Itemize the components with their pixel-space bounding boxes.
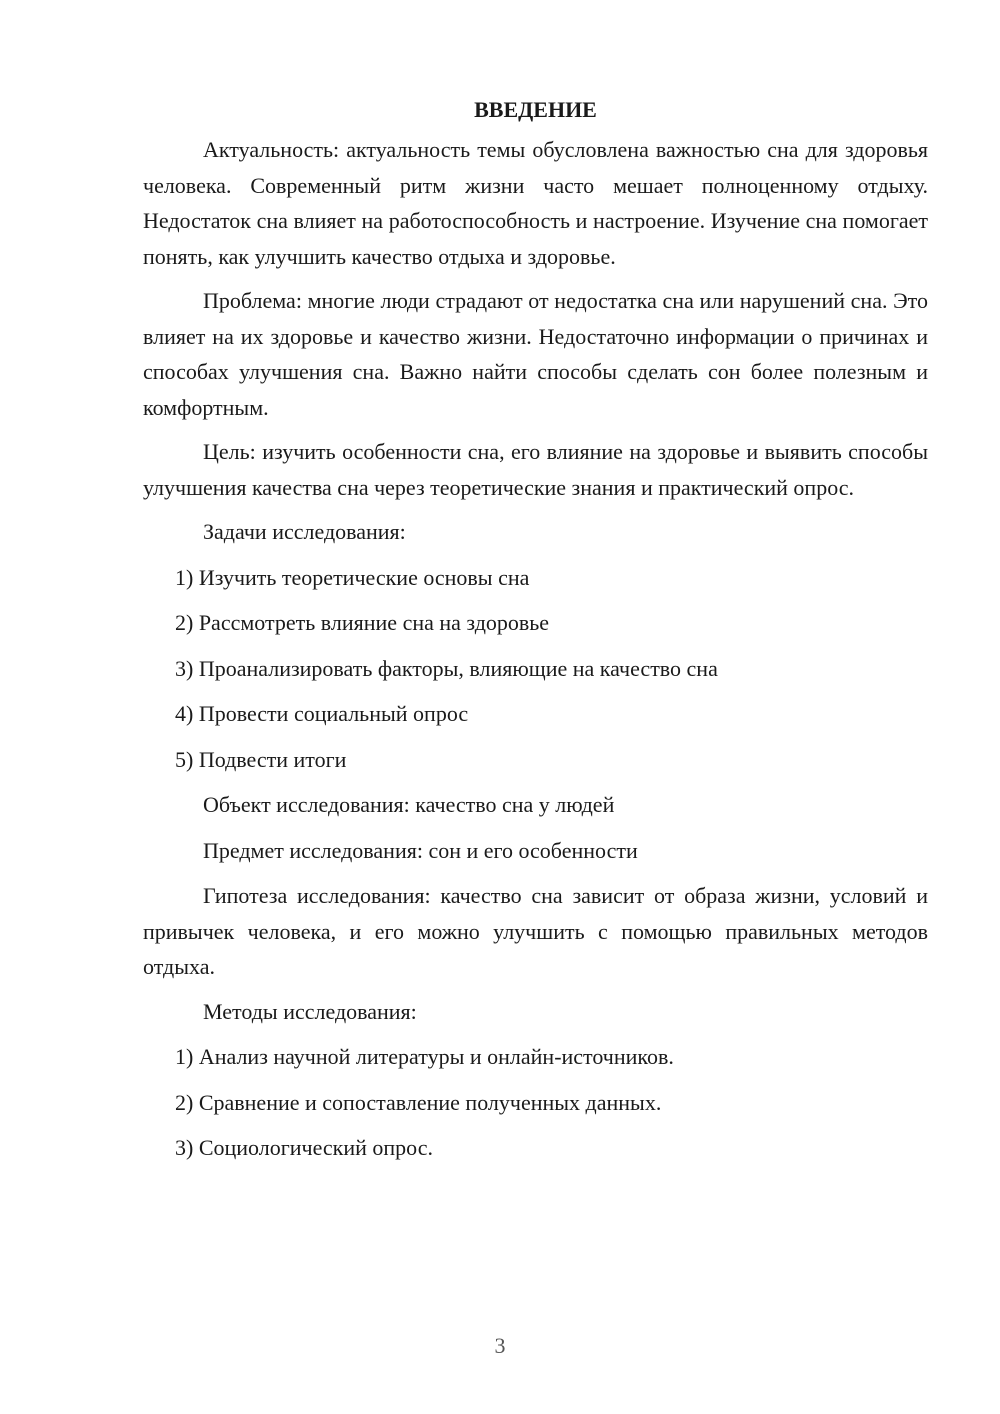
goal-paragraph: Цель: изучить особенности сна, его влияние на здоровье и выявить способы улучшения качества сна через теоретические знания и практический опрос.: [143, 439, 928, 500]
hypothesis-paragraph: Гипотеза исследования: качество сна зависит от образа жизни, условий и привычек человека, и его можно улучшить с помощью правильных методов отдыха.: [143, 883, 928, 979]
problem-paragraph: Проблема: многие люди страдают от недостатка сна или нарушений сна. Это влияет на их здоровье и качество жизни. Недостаточно информации о причинах и способах улучшения сна. Важно найти способы сделать сон более полезным и комфортным.: [143, 288, 928, 420]
task-item: 4) Провести социальный опрос: [175, 701, 469, 726]
task-item: 2) Рассмотреть влияние сна на здоровье: [175, 610, 550, 635]
task-item: 5) Подвести итоги: [175, 746, 347, 772]
page-number: 3: [494, 1333, 506, 1358]
method-item: 2) Сравнение и сопоставление полученных данных.: [175, 1089, 662, 1115]
research-subject: Предмет исследования: сон и его особенности: [203, 837, 638, 863]
method-item: 1) Анализ научной литературы и онлайн-источников.: [175, 1044, 674, 1069]
document-page: [143, 96, 928, 1176]
task-item: 1) Изучить теоретические основы сна: [175, 564, 530, 590]
tasks-heading: Задачи исследования:: [203, 519, 406, 544]
task-item: 3) Проанализировать факторы, влияющие на качество сна: [175, 655, 718, 681]
relevance-paragraph: Актуальность: актуальность темы обусловлена важностью сна для здоровья человека. Современный ритм жизни часто мешает полноценному отдыху. Недостаток сна влияет на работоспособность и настроение. Изучение сна помогает понять, как улучшить качество отдыха и здоровье.: [143, 137, 928, 269]
section-title: ВВЕДЕНИЕ: [474, 97, 597, 122]
methods-heading: Методы исследования:: [203, 998, 417, 1024]
method-item: 3) Социологический опрос.: [175, 1135, 433, 1160]
research-object: Объект исследования: качество сна у людей: [203, 792, 615, 817]
